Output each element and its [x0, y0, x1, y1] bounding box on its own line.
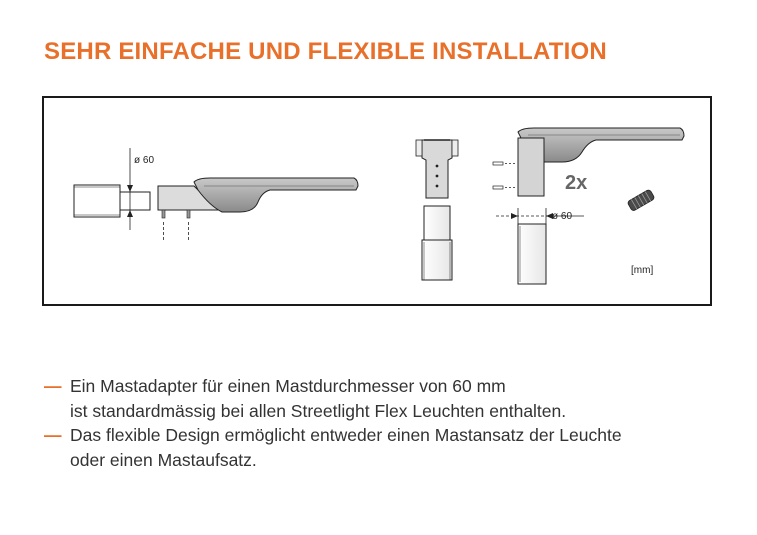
installation-drawing — [44, 98, 714, 308]
top-entry-assembly — [493, 128, 684, 284]
bullet-dash: — — [44, 425, 62, 445]
luminaire-head — [194, 178, 358, 212]
screw-quantity-label: 2x — [565, 172, 588, 194]
left-diameter-label: ø 60 — [134, 155, 155, 166]
horizontal-mast — [74, 185, 120, 217]
feature-item-mast-adapter — [44, 374, 622, 423]
vertical-mast-2 — [518, 224, 546, 284]
bullet-dash: — — [44, 376, 62, 396]
top-adapter-housing — [518, 138, 544, 196]
feature-item-flexible-design — [44, 423, 622, 472]
unit-label: [mm] — [631, 265, 654, 276]
threaded-bolt-icon — [627, 189, 655, 212]
side-entry-assembly — [74, 148, 358, 242]
top-entry-adapter-exploded — [416, 140, 458, 280]
post-top-adapter — [422, 140, 452, 198]
feature-text-line: Das flexible Design ermöglicht entweder einen Mastansatz der Leuchte — [70, 425, 622, 445]
installation-diagram — [42, 96, 712, 306]
mast-spigot — [120, 192, 150, 210]
vertical-mast — [422, 240, 452, 280]
right-diameter-label: ø 60 — [552, 211, 573, 222]
side-screws — [493, 162, 516, 189]
feature-text-line: oder einen Mastaufsatz. — [70, 449, 257, 470]
fixing-screws — [162, 210, 190, 242]
feature-list — [44, 374, 622, 472]
feature-text-line: ist standardmässig bei allen Streetlight Flex Leuchten enthalten. — [70, 400, 567, 421]
feature-text-line: Ein Mastadapter für einen Mastdurchmesser von 60 mm — [70, 376, 506, 396]
page-title: SEHR EINFACHE UND FLEXIBLE INSTALLATION — [44, 38, 607, 65]
vertical-mast-top — [424, 206, 450, 240]
